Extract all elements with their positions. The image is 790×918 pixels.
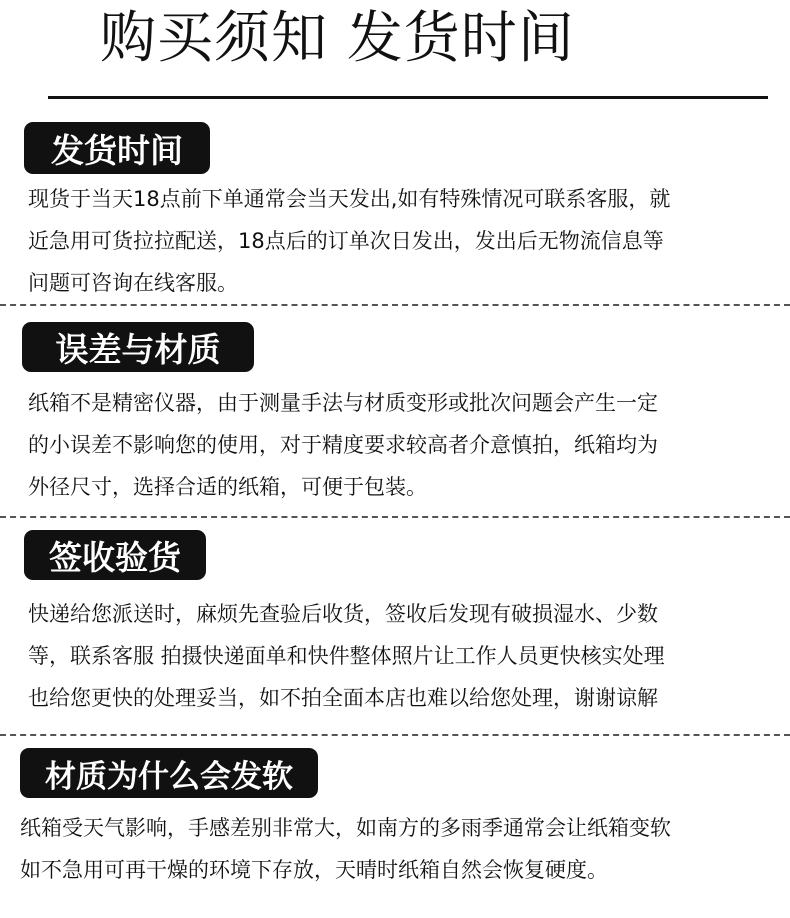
text-line: 问题可咨询在线客服。 [28,271,238,295]
text-line: 的小误差不影响您的使用，对于精度要求较高者介意慎拍，纸箱均为 [28,433,658,457]
text-line: 现货于当天18点前下单通常会当天发出,如有特殊情况可联系客服，就 [28,187,671,211]
section-divider [0,516,790,518]
section-text-why-material-softens [20,807,671,891]
section-label-why-material-softens: 材质为什么会发软 [20,748,318,798]
section-text-delivery-inspection [28,593,665,719]
section-text-shipping-time [28,178,670,304]
text-line: 外径尺寸，选择合适的纸箱，可便于包装。 [28,475,427,499]
text-line: 纸箱受天气影响，手感差别非常大，如南方的多雨季通常会让纸箱变软 [20,816,671,840]
section-divider [0,734,790,736]
text-line: 纸箱不是精密仪器，由于测量手法与材质变形或批次问题会产生一定 [28,391,658,415]
text-line: 也给您更快的处理妥当，如不拍全面本店也难以给您处理，谢谢谅解 [28,686,658,710]
section-label-shipping-time: 发货时间 [24,122,210,174]
text-line: 快递给您派送时，麻烦先查验后收货，签收后发现有破损湿水、少数 [28,602,658,626]
section-label-delivery-inspection: 签收验货 [24,530,206,580]
section-label-error-and-material: 误差与材质 [22,322,254,372]
title-underline [48,96,768,99]
text-line: 等，联系客服 拍摄快递面单和快件整体照片让工作人员更快核实处理 [28,644,665,668]
page-title: 购买须知 发货时间 [100,6,575,71]
section-divider [0,304,790,306]
section-text-error-and-material [28,382,658,508]
text-line: 如不急用可再干燥的环境下存放，天晴时纸箱自然会恢复硬度。 [20,858,608,882]
text-line: 近急用可货拉拉配送，18点后的订单次日发出，发出后无物流信息等 [28,229,664,253]
